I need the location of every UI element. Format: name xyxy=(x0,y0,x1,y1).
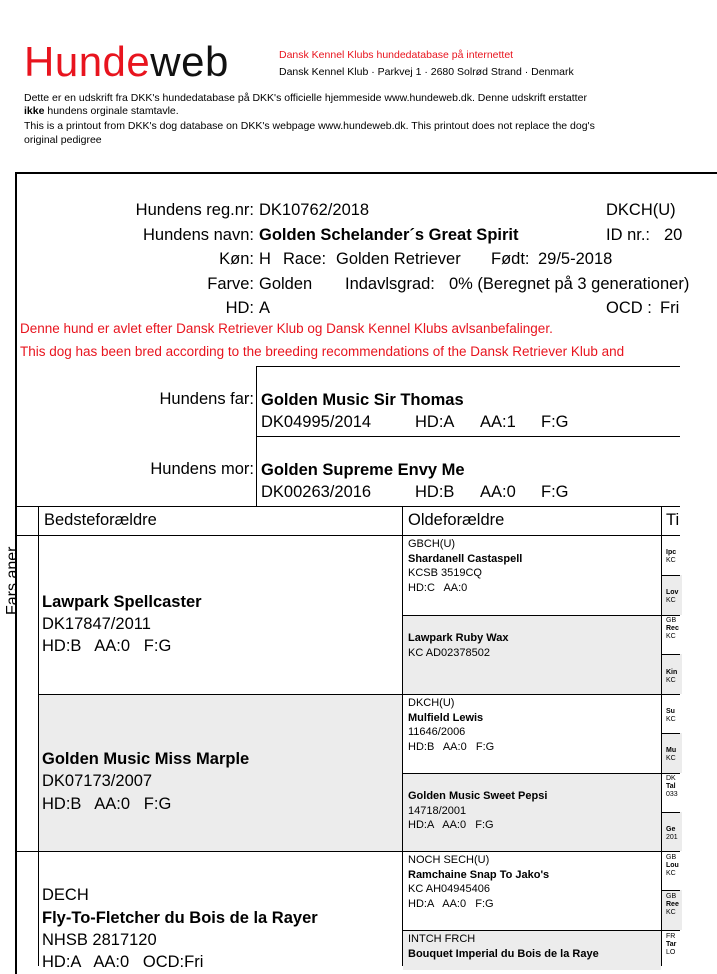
c4-10-b: Ree xyxy=(666,901,679,908)
father-label: Hundens far: xyxy=(159,390,254,408)
c4-1-b: KC xyxy=(666,557,676,564)
c4-2-a: Lov xyxy=(666,589,679,596)
col-header-great2: Ti xyxy=(666,511,680,529)
c4-10-a: GB xyxy=(666,893,677,900)
ggp-5-reg: KC AH04945406 xyxy=(408,883,490,895)
race-label: Race: xyxy=(283,250,327,268)
c4-8-b: 201 xyxy=(666,834,678,841)
born-label: Født: xyxy=(491,250,530,268)
ggp-2-reg: KC AD02378502 xyxy=(408,646,490,659)
c4-cell-4 xyxy=(666,669,677,685)
grandparent-2-name: Golden Music Miss Marple xyxy=(42,750,250,768)
ggp-4-reg: 14718/2001 xyxy=(408,804,467,817)
ggp-6 xyxy=(408,932,599,961)
parents-box-top xyxy=(256,366,680,367)
grandparent-3-title: DECH xyxy=(42,886,89,904)
c4-cell-9 xyxy=(666,854,679,878)
table-top-line xyxy=(15,506,680,507)
mother-aa: AA:0 xyxy=(480,483,516,501)
c4-cell-11 xyxy=(666,933,676,957)
ggp-2 xyxy=(408,631,508,660)
grandparent-1-reg: DK17847/2011 xyxy=(42,615,151,633)
grandparent-3-reg: NHSB 2817120 xyxy=(42,931,157,949)
sex-label: Køn: xyxy=(219,250,254,268)
c4-cell-2 xyxy=(666,589,678,605)
hd-value: A xyxy=(259,299,271,317)
side-label-fars-aner: Fars aner xyxy=(4,546,21,615)
born-value: 29/5-2018 xyxy=(538,250,613,268)
c4-cell-6 xyxy=(666,747,676,763)
mother-reg: DK00263/2016 xyxy=(261,483,372,501)
ggp-4-name: Golden Music Sweet Pepsi xyxy=(408,790,548,802)
c4-cell-3 xyxy=(666,617,679,641)
ggp-4 xyxy=(408,789,547,833)
ggp-5-health: HD:A AA:0 F:G xyxy=(408,897,494,910)
ggp-3-bottom xyxy=(402,773,680,774)
mother-hd: HD:B xyxy=(415,483,455,501)
mother-name: Golden Supreme Envy Me xyxy=(261,461,465,479)
c4-7-b: Tal xyxy=(666,783,676,790)
c4-9-b: Lou xyxy=(666,862,679,869)
dog-name: Golden Schelander´s Great Spirit xyxy=(259,226,519,244)
gp-1-bottom xyxy=(38,694,680,695)
disclaimer-dk-line2 xyxy=(24,104,179,118)
parents-box-middle xyxy=(256,436,680,437)
breeding-note-dk: Denne hund er avlet efter Dansk Retriever Klub og Dansk Kennel Klubs avlsanbefalinger. xyxy=(20,321,553,336)
mother-f: F:G xyxy=(541,483,569,501)
inbreeding-label: Indavlsgrad: xyxy=(345,275,435,293)
hd-label: HD: xyxy=(225,299,254,317)
ggp-3-name: Mulfield Lewis xyxy=(408,711,484,724)
c4-3-c: KC xyxy=(666,633,676,640)
ggp-6-title: INTCH FRCH xyxy=(408,933,476,945)
mother-label: Hundens mor: xyxy=(150,460,254,478)
logo-hunde: Hunde xyxy=(24,38,151,85)
logo-web: web xyxy=(150,38,229,85)
ggp-4-health: HD:A AA:0 F:G xyxy=(408,819,494,831)
c4-line-9 xyxy=(661,890,680,891)
c4-9-a: GB xyxy=(666,854,677,861)
c4-11-c: LO xyxy=(666,949,676,956)
side-col-line xyxy=(38,506,39,966)
ggp-5 xyxy=(408,853,549,911)
disclaimer-en-line1: This is a printout from DKK's dog database on DKK's webpage www.hundeweb.dk. This printout does not replace the dog's xyxy=(24,120,595,132)
name-label: Hundens navn: xyxy=(143,226,254,244)
ggp-1-bottom xyxy=(402,615,680,616)
ggp-3-title: DKCH(U) xyxy=(408,697,455,709)
ggp-5-name: Ramchaine Snap To Jako's xyxy=(408,868,550,881)
ggp-5-bottom xyxy=(402,930,680,931)
col-header-greatgrandparents: Oldeforældre xyxy=(408,511,505,529)
ggp-6-name: Bouquet Imperial du Bois de la Raye xyxy=(408,947,599,960)
c4-line-3 xyxy=(661,654,680,655)
ocd-value: Fri xyxy=(660,299,680,317)
ggp-1-name: Shardanell Castaspell xyxy=(408,552,523,565)
c4-10-c: KC xyxy=(666,909,676,916)
c4-cell-7 xyxy=(666,775,678,799)
c4-4-b: KC xyxy=(666,677,676,684)
c4-11-b: Tar xyxy=(666,941,677,948)
c4-6-a: Mu xyxy=(666,747,677,754)
sex-value: H xyxy=(259,250,271,268)
father-name: Golden Music Sir Thomas xyxy=(261,391,464,409)
c4-9-c: KC xyxy=(666,870,676,877)
father-reg: DK04995/2014 xyxy=(261,413,372,431)
c4-7-a: DK xyxy=(666,775,676,782)
inbreeding-value: 0% (Beregnet på 3 generationer) xyxy=(449,275,690,293)
disclaimer-dk-line1: Dette er en udskrift fra DKK's hundedatabase på DKK's officielle hjemmeside www.hundeweb.dk. Denne udskrift erstatter xyxy=(24,92,587,104)
title-right: DKCH(U) xyxy=(606,201,676,219)
c4-5-b: KC xyxy=(666,716,676,723)
ocd-label: OCD : xyxy=(606,299,652,317)
c4-11-a: FR xyxy=(666,933,676,940)
c4-3-a: GB xyxy=(666,617,677,624)
grandparent-3-name: Fly-To-Fletcher du Bois de la Rayer xyxy=(42,909,318,927)
address: Dansk Kennel Klub · Parkvej 1 · 2680 Solrød Strand · Denmark xyxy=(279,66,574,78)
ggp-3-reg: 11646/2006 xyxy=(408,726,466,738)
id-label: ID nr.: xyxy=(606,226,651,244)
reg-label: Hundens reg.nr: xyxy=(135,201,254,219)
c4-line-1 xyxy=(661,575,680,576)
father-aa: AA:1 xyxy=(480,413,516,431)
c4-7-c: 033 xyxy=(666,791,678,798)
c4-cell-5 xyxy=(666,708,676,724)
c4-2-b: KC xyxy=(666,597,676,604)
ggp-2-name: Lawpark Ruby Wax xyxy=(408,632,509,644)
ggp-1-title: GBCH(U) xyxy=(408,538,456,550)
grandparent-2-health: HD:B AA:0 F:G xyxy=(42,795,172,813)
id-value: 20 xyxy=(664,226,683,244)
grandparent-1-health: HD:B AA:0 F:G xyxy=(42,637,172,655)
c4-4-a: Kin xyxy=(666,669,678,676)
c4-line-7 xyxy=(661,812,680,813)
color-label: Farve: xyxy=(207,275,254,293)
hundeweb-logo xyxy=(24,38,229,86)
disclaimer-dk-rest: hundens orginale stamtavle. xyxy=(44,105,179,117)
col-header-grandparents: Bedsteforældre xyxy=(44,511,157,529)
ggp-1 xyxy=(408,537,522,595)
ggp-1-reg: KCSB 3519CQ xyxy=(408,567,482,579)
race-value: Golden Retriever xyxy=(336,250,461,268)
c4-1-a: Ipc xyxy=(666,549,677,556)
c4-3-b: Rec xyxy=(666,625,679,632)
ggp-5-title: NOCH SECH(U) xyxy=(408,854,490,866)
c4-5-a: Su xyxy=(666,708,675,715)
father-hd: HD:A xyxy=(415,413,455,431)
fars-aner-bottom xyxy=(15,851,680,852)
gp-col-line xyxy=(402,506,403,966)
c4-cell-8 xyxy=(666,826,678,842)
grandparent-1-name: Lawpark Spellcaster xyxy=(42,593,202,611)
color-value: Golden xyxy=(259,275,313,293)
father-f: F:G xyxy=(541,413,569,431)
ggp-3-health: HD:B AA:0 F:G xyxy=(408,740,495,753)
ggp-3 xyxy=(408,696,494,754)
disclaimer-ikke: ikke xyxy=(24,105,45,117)
breeding-note-en: This dog has been bred according to the breeding recommendations of the Dansk Retriever Klub and xyxy=(20,344,625,359)
disclaimer-en-line2: original pedigree xyxy=(24,134,102,146)
ggp-1-health: HD:C AA:0 xyxy=(408,581,468,594)
tagline: Dansk Kennel Klubs hundedatabase på internettet xyxy=(279,49,514,61)
c4-line-5 xyxy=(661,733,680,734)
c4-cell-10 xyxy=(666,893,679,917)
reg-value: DK10762/2018 xyxy=(259,201,370,219)
grandparent-2-reg: DK07173/2007 xyxy=(42,772,153,790)
c4-cell-1 xyxy=(666,549,676,565)
c4-8-a: Ge xyxy=(666,826,676,833)
table-header-line xyxy=(15,535,680,536)
grandparent-3-health: HD:A AA:0 OCD:Fri xyxy=(42,953,204,971)
c4-6-b: KC xyxy=(666,755,676,762)
